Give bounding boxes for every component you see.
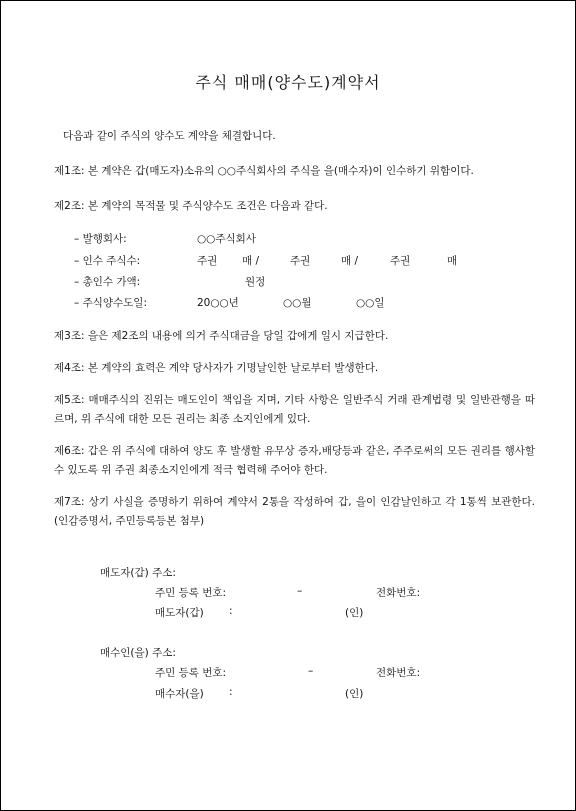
date-label: – 주식양수도일:	[74, 297, 147, 309]
shares-count-1: 매 /	[242, 255, 260, 267]
article-2: 제2조: 본 계약의 목적물 및 주식양수도 조건은 다음과 같다.	[54, 200, 328, 212]
seller-name-colon: :	[229, 605, 233, 617]
intro-text: 다음과 같이 주식의 양수도 계약을 체결합니다.	[63, 130, 276, 142]
buyer-id-label: 주민 등록 번호:	[155, 667, 227, 679]
date-month: ○○월	[283, 297, 312, 309]
article-1: 제1조: 본 계약은 갑(매도자)소유의 ○○주식회사의 주식을 을(매수자)이 인수하기 위함이다.	[54, 165, 474, 177]
shares-label: – 인수 주식수:	[74, 255, 141, 267]
document-title: 주식 매매(양수도)계약서	[195, 73, 381, 92]
seller-id-label: 주민 등록 번호:	[155, 587, 227, 599]
seller-name-label: 매도자(갑)	[155, 607, 204, 619]
article-3: 제3조: 을은 제2조의 내용에 의거 주식대금을 당일 갑에게 일시 지급한다.	[54, 330, 389, 342]
buyer-seal: (인)	[345, 688, 364, 700]
price-unit: 원정	[245, 276, 266, 288]
seller-phone-label: 전화번호:	[376, 587, 421, 599]
buyer-name-label: 매수자(을)	[155, 688, 204, 700]
buyer-address-label: 매수인(을) 주소:	[100, 647, 176, 659]
issuer-value: ○○주식회사	[197, 233, 256, 245]
article-4: 제4조: 본 계약의 효력은 계약 당사자가 기명날인한 날로부터 발생한다.	[54, 362, 379, 374]
shares-unit-3: 주권	[390, 255, 411, 267]
buyer-phone-label: 전화번호:	[376, 667, 421, 679]
shares-unit-2: 주권	[290, 255, 311, 267]
seller-seal: (인)	[345, 607, 364, 619]
article-6: 제6조: 갑은 위 주식에 대하여 양도 후 발생할 유무상 증자,배당등과 같은, 주주로써의 모든 권리를 행사할 수 있도록 위 주권 최종소지인에게 적극 협력해 주어야 한다.	[54, 445, 535, 476]
shares-count-2: 매 /	[341, 255, 359, 267]
seller-id-dash: –	[297, 585, 303, 597]
shares-unit-1: 주권	[197, 255, 218, 267]
article-5: 제5조: 매매주식의 진위는 매도인이 책임을 지며, 기타 사항은 일반주식 거래 관계법령 및 일반관행을 따르며, 위 주식에 대한 모든 권리는 최종 소지인에게 있다.	[54, 394, 535, 425]
seller-address-label: 매도자(갑) 주소:	[100, 567, 176, 579]
date-day: ○○일	[356, 297, 385, 309]
buyer-name-colon: :	[229, 686, 233, 698]
shares-count-3: 매	[447, 255, 458, 267]
date-year: 20○○년	[197, 297, 239, 309]
issuer-label: – 발행회사:	[74, 233, 127, 245]
price-label: – 총인수 가액:	[74, 276, 141, 288]
buyer-id-dash: –	[308, 665, 314, 677]
article-7: 제7조: 상기 사실을 증명하기 위하여 계약서 2통을 작성하여 갑, 을이 인감날인하고 각 1통씩 보관한다. (인감증명서, 주민등록등본 첨부)	[54, 496, 535, 527]
